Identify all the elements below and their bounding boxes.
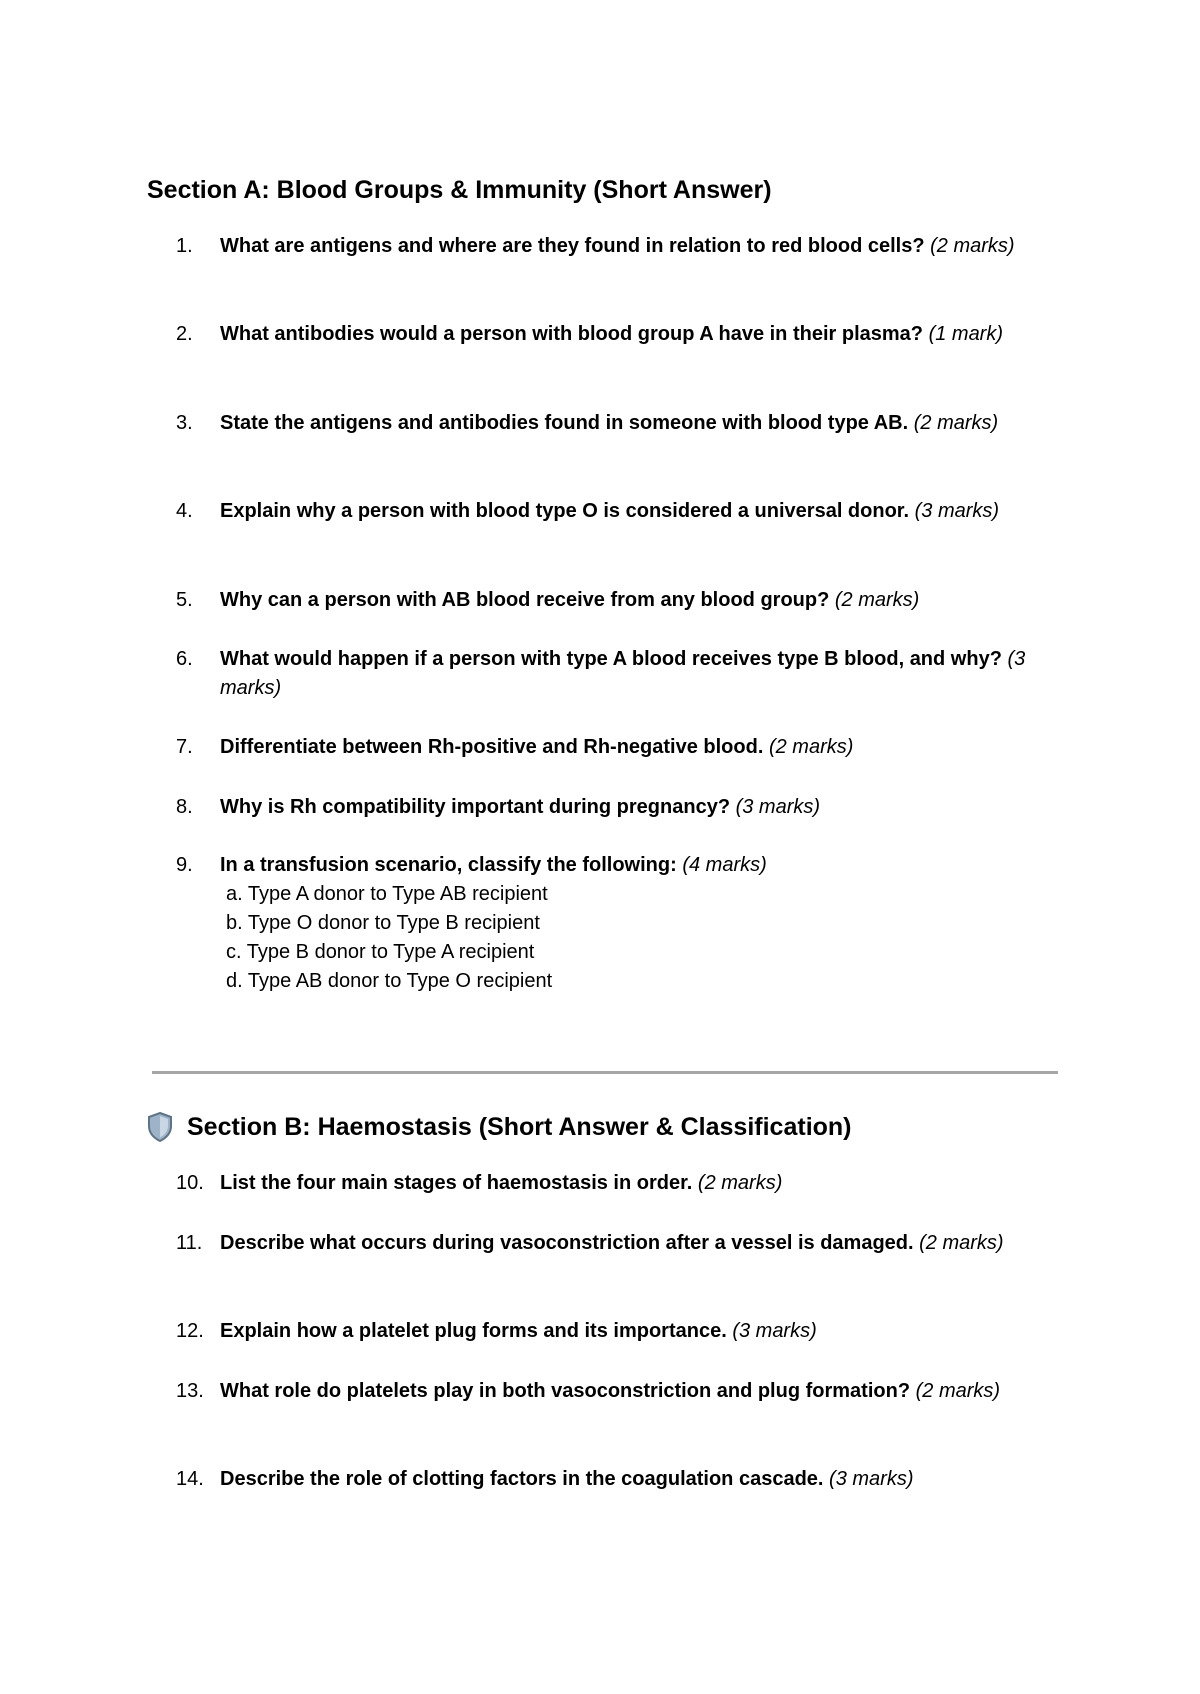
question-6: [176, 645, 1056, 703]
question-5: [176, 586, 1056, 615]
question-marks: (3 marks): [735, 796, 821, 818]
question-marks: (2 marks): [913, 412, 999, 434]
sub-item: d. Type AB donor to Type O recipient: [226, 970, 553, 992]
question-number: 10.: [176, 1172, 204, 1194]
sub-item: a. Type A donor to Type AB recipient: [226, 883, 548, 905]
section-b-heading-text: Section B: Haemostasis (Short Answer & Classification): [187, 1113, 852, 1141]
question-marks: (2 marks): [919, 1232, 1004, 1254]
question-text: In a transfusion scenario, classify the following:: [220, 854, 677, 876]
question-8: [176, 793, 1056, 822]
question-text: What antibodies would a person with blood group A have in their plasma?: [220, 323, 923, 345]
question-marks: (2 marks): [834, 589, 920, 611]
question-text: Explain how a platelet plug forms and its importance.: [220, 1320, 727, 1342]
question-number: 8.: [176, 796, 193, 818]
question-number: 4.: [176, 500, 193, 522]
question-text: Explain why a person with blood type O is considered a universal donor.: [220, 500, 910, 522]
question-text: Differentiate between Rh-positive and Rh-negative blood.: [220, 736, 764, 758]
shield-icon: [147, 1112, 173, 1142]
question-number: 7.: [176, 736, 193, 758]
sub-item: b. Type O donor to Type B recipient: [226, 912, 540, 934]
question-13: [176, 1377, 1056, 1406]
question-number: 5.: [176, 589, 193, 611]
sub-item-list: [220, 880, 1056, 996]
question-marks: (3 marks): [220, 648, 1026, 699]
question-text: What are antigens and where are they found in relation to red blood cells?: [220, 235, 925, 257]
question-14: [176, 1465, 1056, 1494]
question-marks: (3 marks): [829, 1468, 914, 1490]
question-number: 2.: [176, 323, 193, 345]
section-a-heading: Section A: Blood Groups & Immunity (Short Answer): [147, 176, 772, 204]
question-3: [176, 409, 1056, 438]
question-marks: (3 marks): [914, 500, 1000, 522]
question-text: State the antigens and antibodies found in someone with blood type AB.: [220, 412, 909, 434]
question-text: Why is Rh compatibility important during pregnancy?: [220, 796, 731, 818]
question-text: What would happen if a person with type A blood receives type B blood, and why?: [220, 648, 1002, 670]
question-4: [176, 497, 1056, 526]
question-12: [176, 1317, 1056, 1346]
section-b-heading: [147, 1112, 852, 1142]
question-2: [176, 320, 1056, 349]
question-9: [176, 851, 1056, 996]
question-marks: (3 marks): [732, 1320, 817, 1342]
question-10: [176, 1169, 1056, 1198]
question-text: Describe what occurs during vasoconstriction after a vessel is damaged.: [220, 1232, 914, 1254]
question-1: [176, 232, 1056, 261]
question-marks: (2 marks): [768, 736, 854, 758]
question-marks: (1 mark): [928, 323, 1004, 345]
question-number: 11.: [176, 1232, 203, 1254]
question-text: What role do platelets play in both vasoconstriction and plug formation?: [220, 1380, 911, 1402]
question-marks: (2 marks): [915, 1380, 1001, 1402]
question-number: 9.: [176, 854, 193, 876]
question-marks: (2 marks): [930, 235, 1015, 257]
question-marks: (2 marks): [697, 1172, 783, 1194]
question-text: List the four main stages of haemostasis in order.: [220, 1172, 693, 1194]
question-text: Describe the role of clotting factors in the coagulation cascade.: [220, 1468, 824, 1490]
question-number: 12.: [176, 1320, 204, 1342]
question-number: 14.: [176, 1468, 204, 1490]
question-number: 3.: [176, 412, 193, 434]
question-number: 1.: [176, 235, 193, 257]
question-marks: (4 marks): [682, 854, 767, 876]
question-text: Why can a person with AB blood receive from any blood group?: [220, 589, 830, 611]
sub-item: c. Type B donor to Type A recipient: [226, 941, 535, 963]
question-number: 13.: [176, 1380, 204, 1402]
section-divider: [152, 1071, 1058, 1074]
question-7: [176, 733, 1056, 762]
question-11: [176, 1229, 1056, 1258]
question-number: 6.: [176, 648, 193, 670]
